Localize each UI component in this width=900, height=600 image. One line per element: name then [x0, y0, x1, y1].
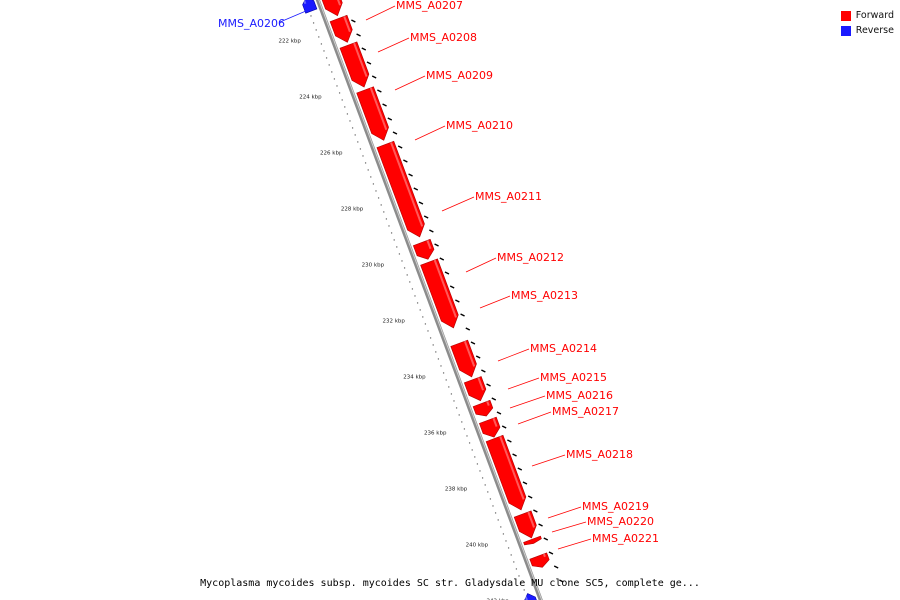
minor-tick	[323, 50, 324, 51]
minor-tick	[414, 295, 415, 296]
gene-label[interactable]: MMS_A0220	[587, 515, 654, 528]
gene-label-leader	[508, 378, 539, 389]
minor-tick	[471, 449, 472, 450]
minor-tick	[495, 512, 496, 513]
minor-tick	[331, 71, 332, 72]
outer-tick	[367, 62, 371, 64]
forward-swatch	[841, 11, 851, 21]
outer-tick	[424, 216, 428, 218]
minor-tick	[456, 407, 457, 408]
minor-tick	[503, 533, 504, 534]
minor-tick	[362, 155, 363, 156]
minor-tick	[383, 211, 384, 212]
tick-label: 228 kbp	[340, 206, 364, 213]
outer-tick	[533, 510, 537, 512]
outer-tick	[523, 482, 527, 484]
outer-tick	[351, 20, 355, 22]
gene-label[interactable]: MMS_A0207	[396, 0, 463, 12]
backbone-layer	[314, 0, 543, 600]
gene-label[interactable]: MMS_A0211	[475, 190, 542, 203]
gene-label[interactable]: MMS_A0214	[530, 342, 597, 355]
tick-label: 226 kbp	[320, 150, 343, 157]
minor-tick	[479, 470, 480, 471]
minor-tick	[445, 379, 446, 380]
minor-tick	[425, 323, 426, 324]
minor-tick	[412, 288, 413, 289]
minor-tick	[432, 344, 433, 345]
outer-tick	[372, 76, 376, 78]
minor-tick	[349, 120, 350, 121]
minor-tick	[453, 400, 454, 401]
reverse-swatch	[841, 26, 851, 36]
minor-tick	[409, 281, 410, 282]
gene-mms_a0216[interactable]	[473, 400, 493, 416]
outer-tick	[497, 412, 501, 414]
minor-tick	[440, 365, 441, 366]
gene-label[interactable]: MMS_A0213	[511, 289, 578, 302]
minor-tick	[310, 15, 311, 16]
minor-tick	[490, 498, 491, 499]
gene-label-leader	[558, 539, 591, 549]
minor-tick	[523, 589, 524, 590]
tick-label: 240 kbp	[465, 542, 489, 549]
minor-tick	[326, 57, 327, 58]
gene-mms_a0212[interactable]	[413, 239, 434, 259]
outer-tick	[362, 48, 366, 50]
minor-tick	[370, 176, 371, 177]
tick-label: 222 kbp	[278, 38, 301, 45]
outer-tick	[492, 398, 496, 400]
minor-tick	[448, 386, 449, 387]
minor-tick	[354, 134, 355, 135]
outer-tick	[455, 300, 459, 302]
legend-label-reverse: Reverse	[855, 25, 894, 36]
minor-tick	[401, 260, 402, 261]
outer-tick	[544, 538, 548, 540]
minor-tick	[339, 92, 340, 93]
minor-tick	[419, 309, 420, 310]
minor-tick	[396, 246, 397, 247]
minor-tick	[360, 148, 361, 149]
minor-tick	[516, 568, 517, 569]
outer-tick	[471, 342, 475, 344]
gene-label-leader	[498, 349, 529, 361]
minor-tick	[443, 372, 444, 373]
tick-label: 232 kbp	[382, 318, 405, 325]
minor-tick	[341, 99, 342, 100]
gene-label-leader	[366, 6, 395, 20]
minor-tick	[500, 526, 501, 527]
gene-label-leader	[466, 258, 496, 272]
outer-tick	[403, 160, 407, 162]
gene-label-leader	[510, 396, 545, 408]
gene-label-leader	[518, 412, 551, 424]
outer-tick	[398, 146, 402, 148]
minor-tick	[492, 505, 493, 506]
minor-tick	[328, 64, 329, 65]
gene-label-leader	[552, 522, 586, 532]
minor-tick	[406, 274, 407, 275]
outer-tick	[445, 272, 449, 274]
minor-tick	[482, 477, 483, 478]
minor-tick	[427, 330, 428, 331]
minor-tick	[318, 36, 319, 37]
minor-tick	[365, 162, 366, 163]
minor-tick	[435, 351, 436, 352]
legend	[841, 8, 894, 38]
gene-label-leader	[378, 38, 409, 52]
minor-tick	[375, 190, 376, 191]
minor-tick	[352, 127, 353, 128]
tick-label: 234 kbp	[403, 374, 426, 381]
gene-label[interactable]: MMS_A0212	[497, 251, 564, 264]
minor-tick	[513, 561, 514, 562]
outer-tick	[450, 286, 454, 288]
minor-tick	[344, 106, 345, 107]
gene-mms_a0221[interactable]	[530, 553, 549, 567]
gene-highlight	[544, 554, 545, 557]
gene-label[interactable]: MMS_A0218	[566, 448, 633, 461]
gene-label-leader	[548, 507, 581, 518]
minor-tick	[461, 421, 462, 422]
minor-tick	[391, 232, 392, 233]
outer-tick	[388, 118, 392, 120]
minor-tick	[417, 302, 418, 303]
gene-label-leader	[395, 76, 425, 90]
tick-label: 230 kbp	[361, 262, 385, 269]
gene-label[interactable]: MMS_A0216	[546, 389, 613, 402]
minor-tick	[378, 197, 379, 198]
outer-tick	[466, 328, 470, 330]
minor-tick	[505, 540, 506, 541]
gene-label-leader	[480, 296, 510, 308]
tick-label: 224 kbp	[299, 94, 322, 101]
outer-tick	[419, 202, 423, 204]
minor-tick	[464, 428, 465, 429]
outer-tick	[549, 552, 553, 554]
legend-item-reverse	[841, 23, 894, 38]
outer-tick	[513, 454, 517, 456]
outer-tick	[554, 566, 558, 568]
minor-tick	[484, 484, 485, 485]
gene-label[interactable]: MMS_A0219	[582, 500, 649, 513]
minor-tick	[438, 358, 439, 359]
minor-tick	[497, 519, 498, 520]
minor-tick	[321, 43, 322, 44]
minor-tick	[430, 337, 431, 338]
minor-tick	[367, 169, 368, 170]
gene-label[interactable]: MMS_A0217	[552, 405, 619, 418]
outer-tick	[528, 496, 532, 498]
minor-tick	[315, 29, 316, 30]
outer-tick	[518, 468, 522, 470]
gene-label[interactable]: MMS_A0221	[592, 532, 659, 545]
gene-label-leader	[442, 197, 474, 211]
minor-tick	[508, 547, 509, 548]
minor-tick	[510, 554, 511, 555]
outer-tick	[409, 174, 413, 176]
minor-tick	[474, 456, 475, 457]
outer-tick	[429, 230, 433, 232]
minor-tick	[487, 491, 488, 492]
minor-tick	[386, 218, 387, 219]
minor-tick	[451, 393, 452, 394]
gene-label[interactable]: MMS_A0210	[446, 119, 513, 132]
minor-tick	[357, 141, 358, 142]
minor-tick	[334, 78, 335, 79]
outer-tick	[461, 314, 465, 316]
outer-tick	[487, 384, 491, 386]
gene-label[interactable]: MMS_A0209	[426, 69, 493, 82]
outer-tick	[377, 90, 381, 92]
outer-tick	[539, 524, 543, 526]
minor-tick	[469, 442, 470, 443]
legend-item-forward	[841, 8, 894, 23]
minor-tick	[466, 435, 467, 436]
tick-label: 236 kbp	[424, 430, 447, 437]
legend-label-forward: Forward	[855, 10, 894, 21]
gene-mms_a0220[interactable]	[524, 536, 542, 545]
minor-tick	[313, 22, 314, 23]
outer-tick	[357, 34, 361, 36]
outer-tick	[414, 188, 418, 190]
minor-tick	[399, 253, 400, 254]
gene-label[interactable]: MMS_A0208	[410, 31, 477, 44]
minor-tick	[388, 225, 389, 226]
minor-tick	[477, 463, 478, 464]
minor-tick	[373, 183, 374, 184]
outer-tick	[393, 132, 397, 134]
outer-tick	[502, 426, 506, 428]
minor-tick	[380, 204, 381, 205]
gene-label[interactable]: MMS_A0215	[540, 371, 607, 384]
gene-label-leader	[415, 126, 445, 140]
minor-tick	[336, 85, 337, 86]
tick-label: 238 kbp	[444, 486, 468, 493]
minor-tick	[404, 267, 405, 268]
minor-tick	[393, 239, 394, 240]
minor-tick	[518, 575, 519, 576]
gene-label-leader	[532, 455, 565, 466]
gene-mms_a0217[interactable]	[479, 417, 500, 437]
minor-tick	[347, 113, 348, 114]
minor-tick	[422, 316, 423, 317]
sequence-title: Mycoplasma mycoides subsp. mycoides SC str. Gladysdale MU clone SC5, complete ge...	[200, 578, 700, 589]
outer-tick	[383, 104, 387, 106]
minor-tick	[458, 414, 459, 415]
outer-tick	[476, 356, 480, 358]
gene-label[interactable]: MMS_A0206	[218, 17, 285, 30]
outer-tick	[440, 258, 444, 260]
outer-tick	[481, 370, 485, 372]
outer-tick	[507, 440, 511, 442]
outer-tick	[435, 244, 439, 246]
